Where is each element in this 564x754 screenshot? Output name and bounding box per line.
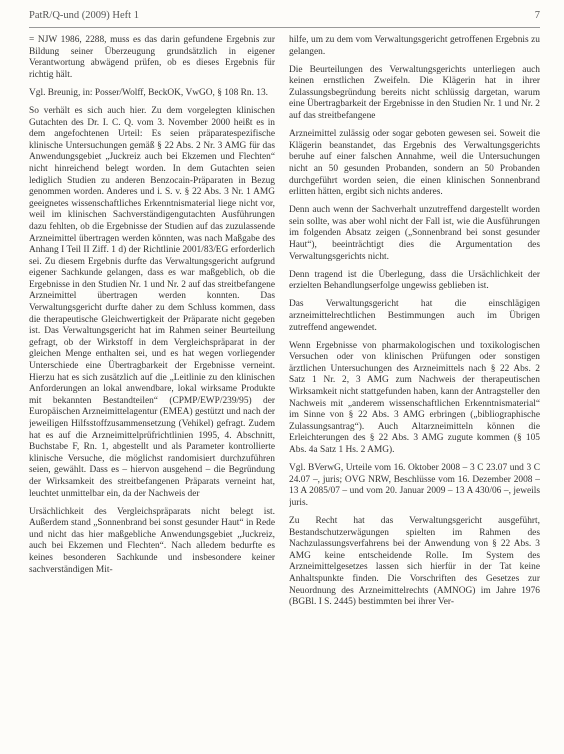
page-number: 7: [534, 10, 540, 21]
paragraph: Arzneimittel zulässig oder sogar geboten gewesen sei. Soweit die Klägerin beanstandet, das Ergebnis des Verwaltungsgerichts beruhe auf einer falschen Annahme, weil die Untersuchungen nicht an 50 gesunden Probanden, sondern an 50 Probanden durchgeführt worden seien, die einen klinischen Sonnenbrand erlitten hätten, ergibt sich nichts anderes.: [289, 129, 540, 198]
paragraph: Zu Recht hat das Verwaltungsgericht ausgeführt, Bestandschutzerwägungen spielten im Rahmen des Nachzulassungsverfahrens bei der Anwendung von § 22 Abs. 3 AMG keine entscheidende Rolle. Im System des Arzneimittelgesetzes lassen sich hierfür in der Tat keine Anhaltspunkte finden. Die Vorschriften des Gesetzes zur Neuordnung des Arzneimittelrechts (AMNOG) im Jahre 1976 (BGBl. I S. 2445) bestimmten bei ihrer Ver-: [289, 515, 540, 608]
paragraph: So verhält es sich auch hier. Zu dem vorgelegten klinischen Gutachten des Dr. I. C. Q. vom 3. November 2000 heißt es in dem angefochtenen Urteil: Es seien präparatespezifische klinische Untersuchungen gemäß § 22 Abs. 2 Nr. 3 AMG für das Anwendungsgebiet „Juckreiz auch bei Ekzemen und Flechten“ nicht hinreichend belegt worden. In dem Gutachten seien lediglich Studien zu anderen Benzocain-Präparaten in Bezug genommen worden. Anderes und i. S. v. § 22 Abs. 3 Nr. 1 AMG geeignetes wissenschaftliches Erkenntnismaterial liege nicht vor, weil im klinischen Sachverständigengutachten Ausführungen dazu fehlten, ob die Ergebnisse der Studien auf das zuzulassende Arzneimittel übertragen werden könnten, was nach Maßgabe des Anhang I Teil II Ziff. 1 d) der Richtlinie 2001/83/EG erforderlich sei. Zu diesem Ergebnis durfte das Verwaltungsgericht aufgrund eigener Sachkunde gelangen, dass es war maßgeblich, ob die Ergebnisse in den Studien Nr. 1 und Nr. 2 auf das streitbefangene Arzneimittel übertragen werden konnten. Das Verwaltungsgericht durfte daher zu dem Schluss kommen, dass die therapeutische Gleichwertigkeit der Präparate nicht gegeben ist. Das Verwaltungsgericht hat im Rahmen seiner Beurteilung gefragt, ob der Wirkstoff in dem Vergleichspräparat in der gleichen Menge enthalten sei, und es hat wegen vorliegender Unterschiede eine Übertragbarkeit der Ergebnisse verneint. Hierzu hat es sich zusätzlich auf die „Leitlinie zu den klinischen Anforderungen an lokal anwendbare, lokal wirksame Produkte mit bekannten Bestandteilen“ (CPMP/EWP/239/95) der Europäischen Arzneimittelagentur (EMEA) gestützt und nach der jeweiligen Hilfsstoffzusammensetzung (Vehikel) gefragt. Zudem hat es auf die Arzneimittelprüfrichtlinien 1995, 4. Abschnitt, Buchstabe F, Rn. 1, abgestellt und als Parameter kontrollierte klinische Versuche, die möglichst randomisiert durchzuführen seien, gewählt. Dass es – hiervon ausgehend – die Begründung der Wirksamkeit des streitbefangenen Präparats verneint hat, leuchtet unmittelbar ein, da der Nachweis der: [29, 105, 275, 499]
left-column: [29, 35, 275, 748]
page-header: [29, 10, 540, 26]
journal-title: PatR/Q-und (2009) Heft 1: [29, 10, 139, 21]
paragraph: Wenn Ergebnisse von pharmakologischen und toxikologischen Versuchen oder von klinischen Prüfungen oder sonstigen ärztlichen Untersuchungen des Arzneimittels nach § 22 Abs. 2 Satz 1 Nr. 2, 3 AMG zum Nachweis der therapeutischen Wirksamkeit nicht stattgefunden haben, kann der Antragsteller den Nachweis mit „anderem wissenschaftlichen Erkenntnismaterial“ im Sinne von § 22 Abs. 3 AMG erbringen („bibliographische Zulassungsantrag“). Auch Altarzneimitteln können die Erleichterungen des § 22 Abs. 3 AMG zugute kommen (§ 105 Abs. 4a Satz 1 Hs. 2 AMG).: [289, 340, 540, 455]
citation: Vgl. BVerwG, Urteile vom 16. Oktober 2008 – 3 C 23.07 und 3 C 24.07 –, juris; OVG NRW, Beschlüsse vom 16. Dezember 2008 – 13 A 2085/07 – und vom 20. Januar 2009 – 13 A 430/06 –, jeweils juris.: [289, 463, 540, 508]
header-rule: [29, 27, 540, 28]
right-column: [289, 35, 540, 748]
paragraph: Das Verwaltungsgericht hat die einschlägigen arzneimittelrechtlichen Bestimmungen auch im Übrigen zutreffend angewendet.: [289, 299, 540, 333]
paragraph: Denn auch wenn der Sachverhalt unzutreffend dargestellt worden sein sollte, was aber wohl nicht der Fall ist, wie die Ausführungen im folgenden Absatz zeigen („Sonnenbrand bei sonst gesunder Haut“), beeinträchtigt dies die Argumentation des Verwaltungsgerichts nicht.: [289, 205, 540, 262]
paragraph: = NJW 1986, 2288, muss es das darin gefundene Ergebnis zur Bildung seiner Überzeugung grundsätzlich in eigener Verantwortung abwägend prüfen, ob es dieses Ergebnis für richtig hält.: [29, 35, 275, 80]
paragraph: Denn tragend ist die Überlegung, dass die Ursächlichkeit der erzielten Behandlungserfolge ungewiss geblieben ist.: [289, 269, 540, 292]
citation: Vgl. Breunig, in: Posser/Wolff, BeckOK, VwGO, § 108 Rn. 13.: [29, 87, 268, 98]
paragraph: Die Beurteilungen des Verwaltungsgerichts unterliegen auch keinen ernstlichen Zweifeln. Die Klägerin hat in ihrer Zulassungsbegründung bereits nicht schlüssig dargetan, warum eine Übertragbarkeit der Ergebnisse in den Studien Nr. 1 und Nr. 2 auf das streitbefangene: [289, 64, 540, 122]
paragraph: Ursächlichkeit des Vergleichspräparats nicht belegt ist. Außerdem stand „Sonnenbrand bei sonst gesunder Haut“ in Rede und nicht das hier maßgebliche Anwendungsgebiet „Juckreiz, auch bei Ekzemen und Flechten“. Nach alledem bedurfte es keines besonderen Sachkunde und insbesondere keiner sachverständigen Mit-: [29, 506, 275, 575]
paragraph: hilfe, um zu dem vom Verwaltungsgericht getroffenen Ergebnis zu gelangen.: [289, 35, 540, 57]
